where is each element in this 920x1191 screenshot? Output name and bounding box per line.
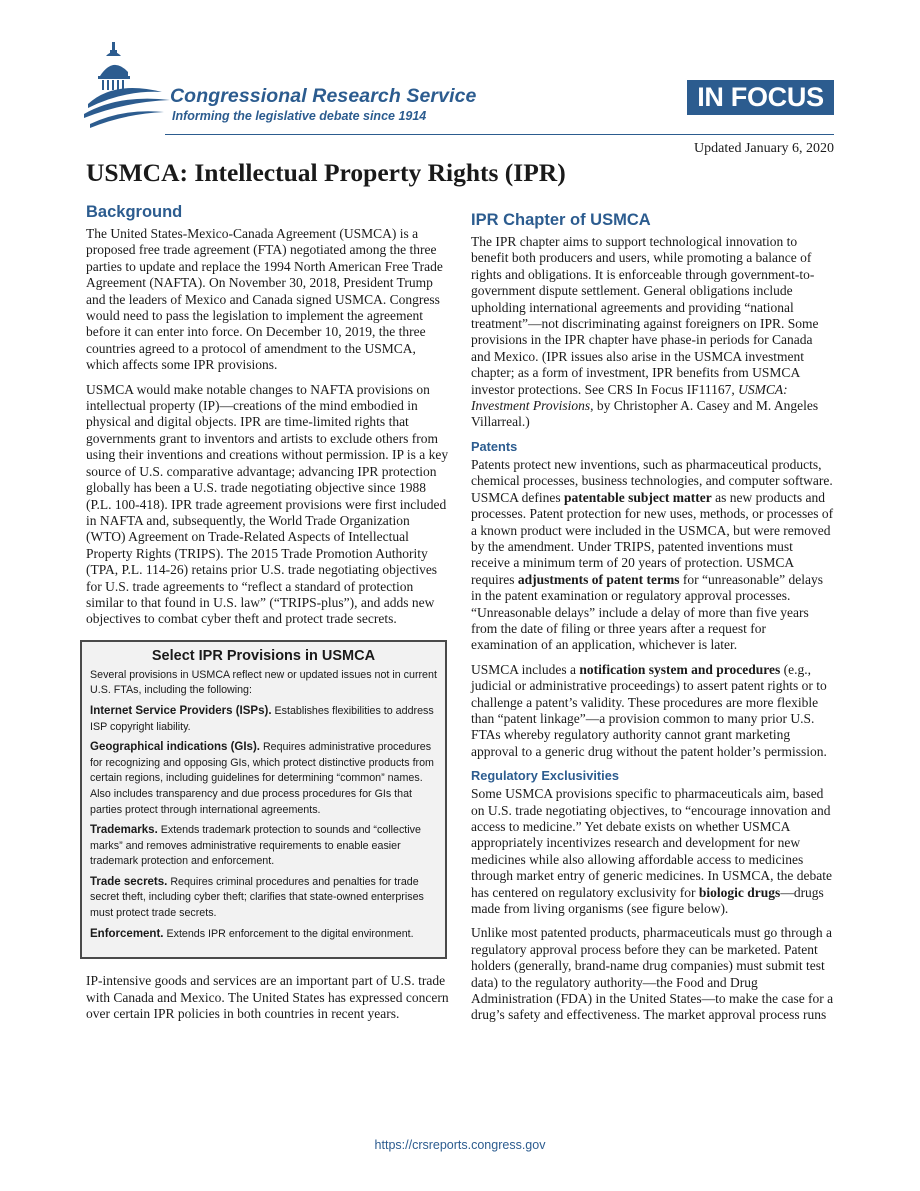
patents-text: (e.g., judicial or administrative proceedings) to assert patent rights or to challenge a patent’s validity. These procedures are more flexible than “patent linkage”—a provision common to many prior U.S. FTAs whereby regulatory authority cannot grant marketing approval to a generic drug without the patent holder’s permission. bbox=[471, 661, 827, 759]
box-item-term: Enforcement. bbox=[90, 927, 164, 940]
patents-text: for “unreasonable” delays in the patent examination or regulatory approval processes. “Unreasonable delays” include a delay of more than five years from the date of filing or three years after a request for examination of an application, whichever is later. bbox=[471, 571, 824, 653]
regulatory-paragraph-1 bbox=[471, 786, 835, 917]
box-item-trade-secrets bbox=[90, 875, 437, 922]
patents-paragraph-1 bbox=[471, 457, 835, 654]
box-item-trademarks bbox=[90, 823, 437, 870]
box-item-text: Requires administrative procedures for recognizing and opposing GIs, which protect distinctive products from certain regions, including guidelines for determining “common” names. Also includes transparency and due process procedures for GIs that parties protect through international agreements. bbox=[90, 741, 434, 816]
box-item-term: Trade secrets. bbox=[90, 875, 168, 888]
header-divider bbox=[165, 134, 834, 135]
patents-heading: Patents bbox=[471, 438, 518, 454]
box-item-gis bbox=[90, 740, 437, 818]
box-item-term: Trademarks. bbox=[90, 824, 158, 837]
updated-date: Updated January 6, 2020 bbox=[694, 141, 834, 156]
ipr-chapter-paragraph bbox=[471, 234, 835, 431]
brand-tagline: Informing the legislative debate since 1914 bbox=[172, 109, 427, 123]
regulatory-exclusivities-heading: Regulatory Exclusivities bbox=[471, 768, 619, 784]
report-title-link: USMCA: Investment Provisions bbox=[471, 381, 788, 414]
ipr-chapter-heading: IPR Chapter of USMCA bbox=[471, 211, 651, 229]
box-item-isps bbox=[90, 704, 437, 735]
patents-bold-term: adjustments of patent terms bbox=[517, 571, 680, 587]
right-column bbox=[471, 198, 835, 1032]
patents-paragraph-2 bbox=[471, 662, 835, 760]
regulatory-text: Some USMCA provisions specific to pharmaceuticals aim, based on U.S. trade negotiating objectives, to “encourage innovation and access to medicine.” Yet debate exists on whether USMCA appropriately incentivizes research and development for new medicines while also allowing affordable access to medicines through market entry of generic medicines. In USMCA, the debate has centered on regulatory exclusivity for bbox=[471, 786, 833, 900]
brand-name: Congressional Research Service bbox=[170, 85, 477, 107]
background-paragraph-2: USMCA would make notable changes to NAFTA provisions on intellectual property (IP)—creations of the mind embodied in physical and digital objects. IPR are time-limited rights that governments grant to inventors and artists to exclude others from using their inventions and creations without permission. IP is a key source of U.S. comparative advantage; advancing IPR protection globally has been a U.S. trade negotiating objective since 1988 (P.L. 100-418). IPR trade agreement provisions were first included in NAFTA and, subsequently, the World Trade Organization (WTO) Agreement on Trade-Related Aspects of Intellectual Property Rights (TRIPS). The 2015 Trade Promotion Authority (TPA, P.L. 114-26) retains prior U.S. trade negotiating objectives for U.S. trade agreements to “reflect a standard of protection similar to that found in U.S. law” (“TRIPS-plus”), and adds new objectives to combat cyber theft and protect trade secrets. bbox=[86, 381, 449, 627]
footer-url-link[interactable]: https://crsreports.congress.gov bbox=[374, 1138, 546, 1152]
regulatory-text: —drugs made from living organisms (see figure below). bbox=[471, 884, 824, 917]
background-paragraph-1: The United States-Mexico-Canada Agreement (USMCA) is a proposed free trade agreement (FTA) negotiated among the three parties to update and replace the 1994 North American Free Trade Agreement (NAFTA). On November 30, 2018, President Trump and the leaders of Mexico and Canada signed USMCA. Congress would need to pass the legislation to implement the agreement before it can enter into force. On December 10, 2019, the three countries agreed to a protocol of amendment to the USMCA, which affects some IPR provisions. bbox=[86, 226, 443, 373]
box-item-text: Extends trademark protection to sounds and “collective marks” and removes administrative requirements to enable easier trademark protection and enforcement. bbox=[90, 824, 421, 868]
patents-text: USMCA includes a bbox=[471, 661, 580, 677]
page-title: USMCA: Intellectual Property Rights (IPR) bbox=[86, 158, 566, 187]
background-heading: Background bbox=[86, 203, 183, 221]
background-paragraph-3: IP-intensive goods and services are an important part of U.S. trade with Canada and Mexico. The United States has expressed concern over certain IPR policies in both countries in recent years. bbox=[86, 973, 449, 1022]
regulatory-paragraph-2: Unlike most patented products, pharmaceuticals must go through a regulatory approval process before they can be marketed. Patent holders (generally, brand-name drug companies) must submit test data) to the regulatory authority—the Food and Drug Administration (FDA) in the United States—to make the case for a drug’s safety and effectiveness. The market approval process runs bbox=[471, 925, 834, 1023]
regulatory-bold-term: biologic drugs bbox=[698, 884, 781, 900]
patents-bold-term: patentable subject matter bbox=[564, 489, 712, 505]
patents-bold-term: notification system and procedures bbox=[579, 661, 781, 677]
patents-text: as new products and processes. Patent protection for new uses, methods, or processes of a known product were included in the USMCA, but were removed by the amendment. Under TRIPS, patented inventions must receive a minimum term of 20 years of protection. USMCA requires bbox=[471, 489, 834, 587]
select-ipr-provisions-box bbox=[80, 640, 447, 960]
box-item-text: Extends IPR enforcement to the digital environment. bbox=[163, 927, 414, 940]
box-item-term: Internet Service Providers (ISPs). bbox=[90, 704, 272, 717]
ipr-chapter-text: The IPR chapter aims to support technological innovation to benefit both producers and users, while promoting a balance of rights and obligations. It is enforceable through government-to-government dispute settlement. General obligations include upholding international agreements and providing “national treatment”—not discriminating against foreigners on IPR. Some provisions in the IPR chapter have phase-in periods for Canada and Mexico. (IPR issues also arise in the USMCA investment chapter; as a form of investment, IPR benefits from USMCA investor protections. See CRS In Focus IF11167, bbox=[471, 234, 819, 397]
box-item-text: Requires criminal procedures and penalties for trade secret theft, including cyber theft; clarifies that state-owned enterprises must protect trade secrets. bbox=[90, 875, 424, 920]
ipr-chapter-text-end: , by Christopher A. Casey and M. Angeles Villarreal.) bbox=[471, 398, 819, 430]
box-item-term: Geographical indications (GIs). bbox=[90, 741, 260, 754]
box-title: Select IPR Provisions in USMCA bbox=[151, 647, 376, 664]
page-header bbox=[0, 0, 920, 140]
box-intro: Several provisions in USMCA reflect new or updated issues not in current U.S. FTAs, including the following: bbox=[90, 668, 437, 697]
capitol-dome-logo-icon bbox=[84, 42, 174, 130]
box-item-text: Establishes flexibilities to address ISP copyright liability. bbox=[90, 704, 434, 733]
patents-text: Patents protect new inventions, such as pharmaceutical products, chemical processes, business technologies, and computer software. USMCA defines bbox=[471, 456, 833, 505]
in-focus-badge: IN FOCUS bbox=[687, 80, 834, 115]
left-column bbox=[86, 198, 451, 1030]
box-item-enforcement bbox=[90, 927, 437, 943]
